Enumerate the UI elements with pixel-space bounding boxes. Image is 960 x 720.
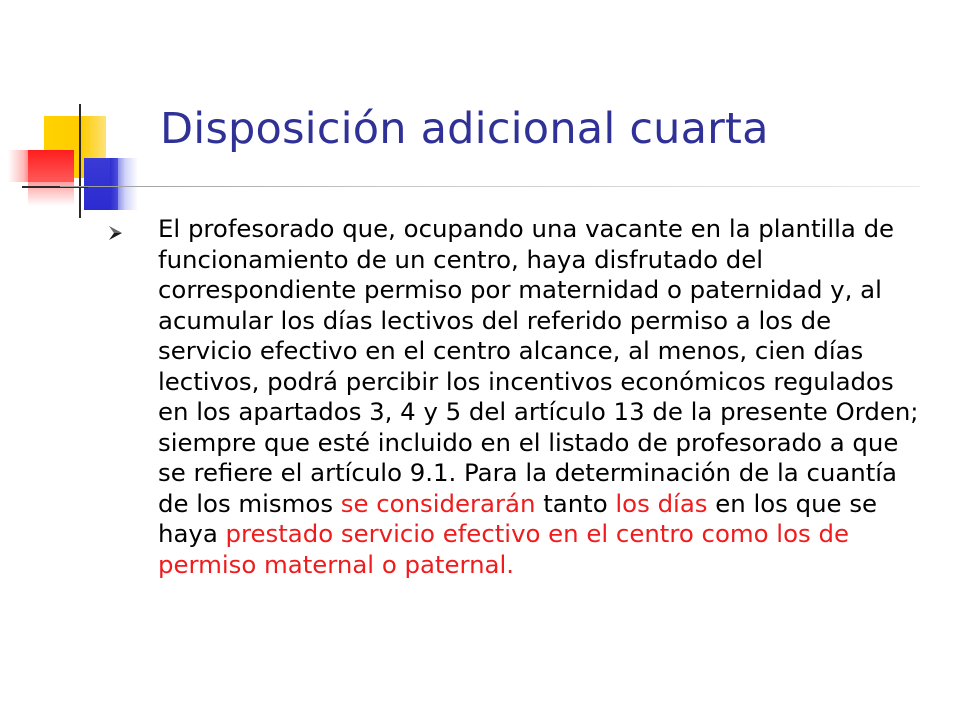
bullet-paragraph <box>158 214 928 580</box>
slide-title: Disposición adicional cuarta <box>160 104 769 154</box>
vertical-rule <box>79 104 81 218</box>
body-text-segment: El profesorado que, ocupando una vacante en la plantilla de funcionamiento de un centro, haya disfrutado del correspondiente permiso por maternidad o paternidad y, al acumular los días lectivos del referido permiso a los de servicio efectivo en el centro alcance, al menos, cien días lectivos, podrá percibir los incentivos económicos regulados en los apartados 3, 4 y 5 del artículo 13 de la presente Orden; siempre que esté incluido en el listado de profesorado a que se refiere el artículo 9.1. Para la determinación de la cuantía de los mismos <box>158 214 919 518</box>
highlighted-text: se considerarán <box>340 488 536 518</box>
blue-fade-decoration <box>110 158 138 210</box>
title-underline <box>60 186 920 187</box>
highlighted-text: los días <box>615 488 708 518</box>
red-square-decoration <box>28 150 74 182</box>
body-text-segment: tanto <box>535 488 616 518</box>
body-text-segment: en los que se haya <box>158 488 878 548</box>
red-fade-down-decoration <box>28 180 74 206</box>
highlighted-text: prestado servicio efectivo en el centro como los de permiso maternal o paternal. <box>158 519 849 579</box>
arrow-bullet-icon <box>106 223 126 243</box>
corner-decoration <box>0 0 160 230</box>
